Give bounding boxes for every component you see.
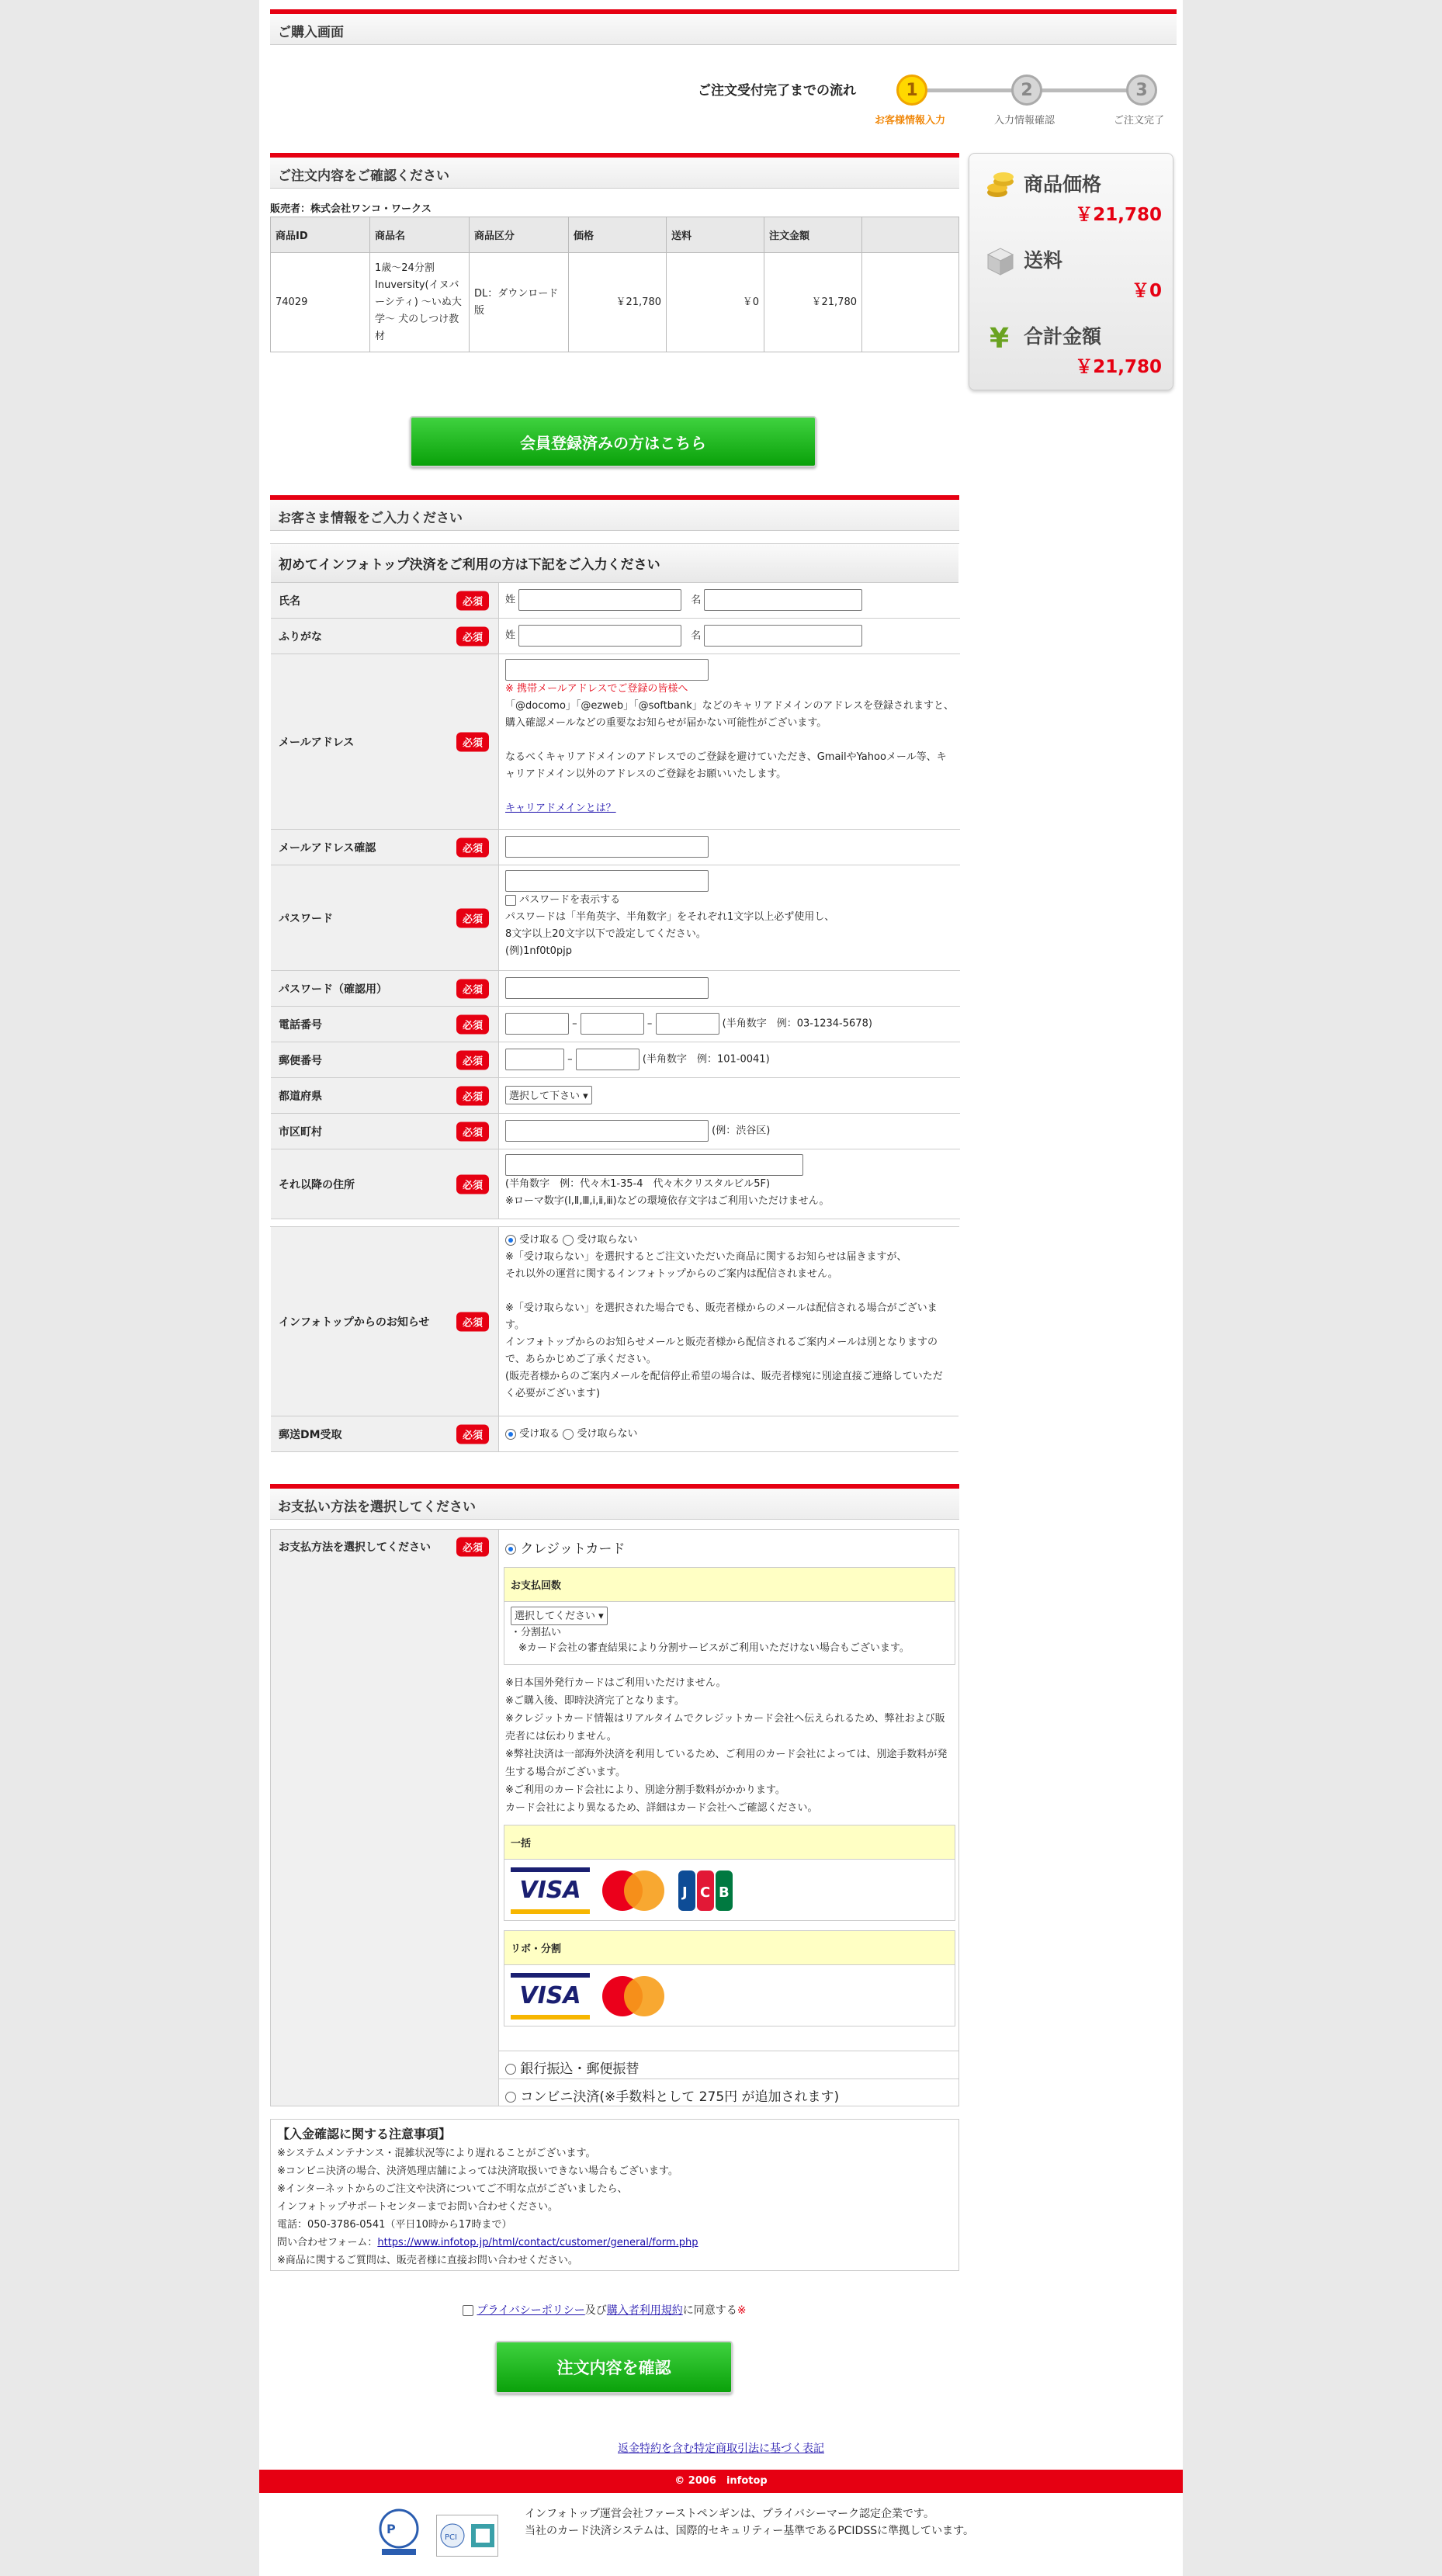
phone-label: 電話番号 必須 xyxy=(271,1007,499,1042)
row-password-confirm xyxy=(271,971,960,1007)
city-label: 市区町村 必須 xyxy=(271,1114,499,1149)
cell-price: ￥21,780 xyxy=(569,253,667,352)
dm-label: 郵送DM受取 必須 xyxy=(271,1416,499,1451)
required-badge: 必須 xyxy=(456,1014,489,1034)
row-prefecture xyxy=(271,1078,960,1114)
payment-title: お支払い方法を選択してください xyxy=(278,1499,476,1515)
row-phone: 電話番号 必須 – – (半角数字 例：03-1234-5678) xyxy=(271,1007,960,1042)
order-flow xyxy=(698,71,1179,133)
row-furigana xyxy=(271,619,960,654)
step-3: 3 xyxy=(1126,75,1157,106)
last-name-kana-input[interactable] xyxy=(518,625,681,647)
required-badge: 必須 xyxy=(456,1538,489,1557)
summary-total-label: 合計金額 xyxy=(1024,325,1102,348)
summary-shipping-label: 送料 xyxy=(1024,249,1063,272)
row-zip: 郵便番号 必須 – (半角数字 例：101-0041) xyxy=(271,1042,960,1078)
caution-line: 電話：050-3786-0541（平日10時から17時まで） xyxy=(277,2219,512,2231)
city-input[interactable] xyxy=(505,1120,709,1142)
receive-label: 受け取る xyxy=(519,1428,560,1440)
required-badge: 必須 xyxy=(456,1174,489,1194)
notice-decline-radio[interactable] xyxy=(563,1235,574,1246)
prefecture-label: 都道府県 必須 xyxy=(271,1078,499,1113)
bank-label: 銀行振込・郵便振替 xyxy=(520,2061,640,2077)
notice-text-3: ※「受け取らない」を選択された場合でも、販売者様からのメールは配信される場合がございます。 xyxy=(505,1302,938,1331)
cell-category: DL：ダウンロード版 xyxy=(470,253,569,352)
step-1: 1 xyxy=(896,75,927,106)
required-badge: 必須 xyxy=(456,1424,489,1444)
email-note-1: 「@docomo」「@ezweb」「@softbank」などのキャリアドメインのアドレスを登録されますと、購入確認メールなどの重要なお知らせが届かない可能性がございます。 xyxy=(505,700,955,729)
caution-title: 【入金確認に関する注意事項】 xyxy=(277,2127,452,2141)
notice-form xyxy=(270,1226,959,1441)
payment-label-cell xyxy=(271,1530,499,2106)
first-name-input[interactable] xyxy=(704,589,862,611)
cell-shipping: ￥0 xyxy=(667,253,764,352)
split-note: ※カード会社の審査結果により分割サービスがご利用いただけない場合もございます。 xyxy=(518,1642,910,1654)
visa-logo: VISA xyxy=(511,1867,590,1914)
pci-dss-logo xyxy=(436,2515,498,2557)
carrier-domain-link[interactable]: キャリアドメインとは？ xyxy=(505,803,616,814)
phone-2-input[interactable] xyxy=(581,1013,644,1035)
credit-note: ※弊社決済は一部海外決済を利用しているため、ご利用のカード会社によっては、別途手数料が発生する場合がございます。 xyxy=(505,1749,948,1778)
page-title: ご購入画面 xyxy=(278,25,344,40)
cell-total: ￥21,780 xyxy=(764,253,862,352)
ikkatsu-box xyxy=(504,1825,955,1921)
city-hint: (例：渋谷区) xyxy=(712,1125,771,1137)
footer-text xyxy=(525,2505,974,2540)
col-category: 商品区分 xyxy=(470,217,569,253)
col-shipping: 送料 xyxy=(667,217,764,253)
credit-notes xyxy=(505,1674,952,1817)
credit-radio[interactable] xyxy=(505,1544,516,1555)
order-table-header xyxy=(271,217,959,253)
form-prefix: 問い合わせフォーム： xyxy=(277,2237,378,2248)
table-row xyxy=(271,253,959,352)
caution-line: ※商品に関するご質問は、販売者様に直接お問い合わせください。 xyxy=(277,2255,578,2266)
installment-header: お支払回数 xyxy=(504,1568,955,1602)
required-badge: 必須 xyxy=(456,1312,489,1331)
col-price: 価格 xyxy=(569,217,667,253)
credit-note: ※ご購入後、即時決済完了となります。 xyxy=(505,1695,685,1707)
password-confirm-input[interactable] xyxy=(505,977,709,999)
payment-section-title xyxy=(270,1484,959,1520)
row-password xyxy=(271,865,960,971)
summary-total xyxy=(969,315,1171,385)
decline-label: 受け取らない xyxy=(577,1428,638,1440)
row-notice xyxy=(271,1227,958,1416)
col-total: 注文金額 xyxy=(764,217,862,253)
prefecture-select[interactable]: 選択して下さい ▾ xyxy=(505,1086,592,1104)
password-label: パスワード 必須 xyxy=(271,865,499,970)
required-badge: 必須 xyxy=(456,908,489,927)
credit-note: カード会社により異なるため、詳細はカード会社へご確認ください。 xyxy=(505,1802,818,1814)
tokusho-row xyxy=(259,2440,1183,2456)
member-login-button[interactable]: 会員登録済みの方はこちら xyxy=(410,416,816,467)
credit-option xyxy=(499,1530,958,2051)
bank-option xyxy=(499,2051,958,2079)
address-note-1: (半角数字 例：代々木1-35-4 代々木クリスタルビル5F) xyxy=(505,1178,771,1190)
password-note-2: 8文字以上20文字以下で設定してください。 xyxy=(505,928,706,940)
customer-subtitle: 初めてインフォトップ決済をご利用の方は下記をご入力ください xyxy=(271,544,958,583)
notice-receive-radio[interactable] xyxy=(505,1235,516,1246)
agree-suffix: に同意する xyxy=(682,2304,737,2317)
address-input[interactable] xyxy=(505,1154,803,1176)
zip-2-input[interactable] xyxy=(576,1049,640,1070)
credit-note: ※ご利用のカード会社により、別途分割手数料がかかります。 xyxy=(505,1784,785,1796)
installment-box xyxy=(504,1567,955,1665)
customer-form xyxy=(270,543,959,1207)
installment-select[interactable]: 選択してください ▾ xyxy=(511,1607,608,1625)
step-3-label: ご注文完了 xyxy=(1114,115,1165,127)
step-1-label: お客様情報入力 xyxy=(875,115,946,127)
receive-label: 受け取る xyxy=(519,1234,560,1246)
email-confirm-label: メールアドレス確認 必須 xyxy=(271,830,499,865)
step-2: 2 xyxy=(1011,75,1042,106)
jcb-logo xyxy=(677,1867,736,1914)
order-table xyxy=(270,217,959,352)
conveni-label: コンビニ決済(※手数料として 275円 が追加されます) xyxy=(520,2089,840,2105)
page xyxy=(259,0,1183,2576)
decline-label: 受け取らない xyxy=(577,1234,638,1246)
row-email xyxy=(271,654,960,830)
col-id: 商品ID xyxy=(271,217,370,253)
step-2-label: 入力情報確認 xyxy=(994,115,1056,127)
order-section-title xyxy=(270,153,959,189)
customer-title: お客さま情報をご入力ください xyxy=(278,511,463,526)
password-note-1: パスワードは「半角英字、半角数字」をそれぞれ1文字以上必ず使用し、 xyxy=(505,911,835,923)
svg-text:P: P xyxy=(386,2522,396,2536)
phone-hint: (半角数字 例：03-1234-5678) xyxy=(722,1018,872,1030)
svg-text:¥: ¥ xyxy=(990,323,1010,352)
show-password-label: パスワードを表示する xyxy=(519,894,621,906)
payment-form xyxy=(270,1529,959,2106)
required-badge: 必須 xyxy=(456,837,489,857)
cell-id: 74029 xyxy=(271,253,370,352)
confirm-order-button[interactable]: 注文内容を確認 xyxy=(495,2341,733,2394)
required-badge: 必須 xyxy=(456,1086,489,1105)
notice-label: インフォトップからのお知らせ 必須 xyxy=(271,1227,499,1416)
caution-line: ※システムメンテナンス・混雑状況等により遅れることがございます。 xyxy=(277,2148,596,2159)
mei-label: 名 xyxy=(691,629,702,642)
summary-price-label: 商品価格 xyxy=(1024,173,1102,196)
credit-note: ※クレジットカード情報はリアルタイムでクレジットカード会社へ伝えられるため、弊社および販売者には伝わりません。 xyxy=(505,1713,945,1742)
page-header xyxy=(270,9,1177,45)
name-label: 氏名 必須 xyxy=(271,583,499,618)
notice-text-5: (販売者様からのご案内メールを配信停止希望の場合は、販売者様宛に別途直接ご連絡していただく必要がございます) xyxy=(505,1371,943,1399)
agree-and: 及び xyxy=(584,2304,607,2317)
summary-total-value: ￥21,780 xyxy=(1075,357,1162,377)
required-badge: 必須 xyxy=(456,626,489,646)
agree-row xyxy=(463,2302,747,2318)
required-badge: 必須 xyxy=(456,732,489,751)
tokusho-link[interactable]: 返金特約を含む特定商取引法に基づく表記 xyxy=(618,2443,824,2455)
copyright: © 2006 infotop xyxy=(674,2475,768,2487)
row-city xyxy=(271,1114,960,1149)
notice-text-2: それ以外の運営に関するインフォトップからのご案内は配信されません。 xyxy=(505,1268,838,1280)
conveni-option xyxy=(499,2079,958,2106)
coins-icon xyxy=(985,169,1016,200)
mei-label: 名 xyxy=(691,594,702,606)
last-name-input[interactable] xyxy=(518,589,681,611)
row-dm xyxy=(271,1416,958,1452)
email-input[interactable] xyxy=(505,659,709,681)
summary-shipping xyxy=(969,239,1171,309)
privacy-policy-link[interactable]: プライバシーポリシー xyxy=(477,2304,585,2317)
caution-line: インフォトップサポートセンターまでお問い合わせください。 xyxy=(277,2201,559,2213)
customer-section-title xyxy=(270,495,959,531)
col-name: 商品名 xyxy=(370,217,470,253)
payment-caution xyxy=(270,2119,959,2271)
svg-text:B: B xyxy=(719,1884,730,1901)
phone-1-input[interactable] xyxy=(505,1013,569,1035)
row-address xyxy=(271,1149,960,1219)
notice-text-1: ※「受け取らない」を選択するとご注文いただいた商品に関するお知らせは届きますが、 xyxy=(505,1251,907,1263)
summary-price xyxy=(969,163,1171,233)
required-badge: 必須 xyxy=(456,1050,489,1070)
payment-label: お支払方法を選択してください xyxy=(279,1541,431,1554)
required-badge: 必須 xyxy=(456,1122,489,1141)
footer-line-2: 当社のカード決済システムは、国際的セキュリティー基準であるPCIDSSに準拠しています。 xyxy=(525,2525,974,2537)
zip-1-input[interactable] xyxy=(505,1049,564,1070)
sei-label: 姓 xyxy=(505,629,516,642)
yen-icon xyxy=(985,321,1016,352)
ribo-box xyxy=(504,1930,955,2026)
mastercard-logo xyxy=(599,1973,669,2020)
footer-line-1: インフォトップ運営会社ファーストペンギンは、プライバシーマーク認定企業です。 xyxy=(525,2508,934,2520)
phone-3-input[interactable] xyxy=(656,1013,719,1035)
summary-shipping-value: ￥0 xyxy=(1131,281,1162,301)
email-note-2: なるべくキャリアドメインのアドレスでのご登録を避けていただき、GmailやYahooメール等、キャリアドメイン以外のアドレスのご登録をお願いいたします。 xyxy=(505,751,947,780)
dm-decline-radio[interactable] xyxy=(563,1429,574,1440)
email-confirm-input[interactable] xyxy=(505,836,709,858)
footer-bar xyxy=(259,2470,1183,2493)
cell-name: 1歳〜24分割 Inuversity(イヌバーシティ) 〜いぬ大学〜 犬のしつけ教材 xyxy=(370,253,470,352)
svg-text:C: C xyxy=(700,1884,711,1901)
credit-label: クレジットカード xyxy=(520,1541,626,1557)
email-warning: ※ 携帯メールアドレスでご登録の皆様へ xyxy=(505,683,688,695)
agree-checkbox[interactable] xyxy=(463,2305,473,2316)
split-label: ・分割払い xyxy=(511,1627,562,1638)
required-badge: 必須 xyxy=(456,591,489,610)
bank-radio[interactable] xyxy=(505,2064,516,2075)
password-input[interactable] xyxy=(505,870,709,892)
notice-text-4: インフォトップからのお知らせメールと販売者様から配信されるご案内メールは別となりますので、あらかじめご了承ください。 xyxy=(505,1337,938,1365)
dm-receive-radio[interactable] xyxy=(505,1429,516,1440)
email-label: メールアドレス 必須 xyxy=(271,654,499,829)
credit-note: ※日本国外発行カードはご利用いただけません。 xyxy=(505,1677,726,1689)
svg-text:J: J xyxy=(682,1884,688,1901)
zip-label: 郵便番号 必須 xyxy=(271,1042,499,1077)
visa-logo: VISA xyxy=(511,1973,590,2020)
caution-line: ※コンビニ決済の場合、決済処理店舗によっては決済取扱いできない場合もございます。 xyxy=(277,2165,678,2177)
sei-label: 姓 xyxy=(505,594,516,606)
first-name-kana-input[interactable] xyxy=(704,625,862,647)
caution-line: ※インターネットからのご注文や決済についてご不明な点がございましたら、 xyxy=(277,2183,628,2195)
privacy-mark-logo xyxy=(376,2507,422,2557)
show-password-checkbox[interactable] xyxy=(505,895,516,906)
svg-text:PCI: PCI xyxy=(444,2533,457,2542)
ikkatsu-header: 一括 xyxy=(504,1825,955,1860)
furigana-label: ふりがな 必須 xyxy=(271,619,499,654)
password-note-3: (例)1nf0t0pjp xyxy=(505,945,572,957)
terms-link[interactable]: 購入者利用規約 xyxy=(606,2304,683,2317)
conveni-radio[interactable] xyxy=(505,2092,516,2103)
address-label: それ以降の住所 必須 xyxy=(271,1149,499,1219)
zip-hint: (半角数字 例：101-0041) xyxy=(642,1053,770,1066)
summary-price-value: ￥21,780 xyxy=(1075,205,1162,225)
flow-title: ご注文受付完了までの流れ xyxy=(698,83,856,99)
price-summary xyxy=(969,153,1173,390)
row-email-confirm xyxy=(271,830,960,865)
cell-empty xyxy=(862,253,959,352)
box-icon xyxy=(985,245,1016,276)
required-badge: 必須 xyxy=(456,979,489,998)
password-confirm-label: パスワード（確認用） 必須 xyxy=(271,971,499,1006)
order-title: ご注文内容をご確認ください xyxy=(278,168,449,184)
col-empty xyxy=(862,217,959,253)
address-note-2: ※ローマ数字(Ⅰ,Ⅱ,Ⅲ,ⅰ,ⅱ,ⅲ)などの環境依存文字はご利用いただけません。 xyxy=(505,1195,830,1207)
contact-form-link[interactable]: https://www.infotop.jp/html/contact/customer/general/form.php xyxy=(377,2237,698,2248)
ribo-header: リボ・分割 xyxy=(504,1931,955,1965)
seller-name: 販売者：株式会社ワンコ・ワークス xyxy=(270,203,432,215)
agree-required-mark: ※ xyxy=(737,2304,747,2317)
mastercard-logo xyxy=(599,1867,669,1914)
row-name xyxy=(271,583,960,619)
